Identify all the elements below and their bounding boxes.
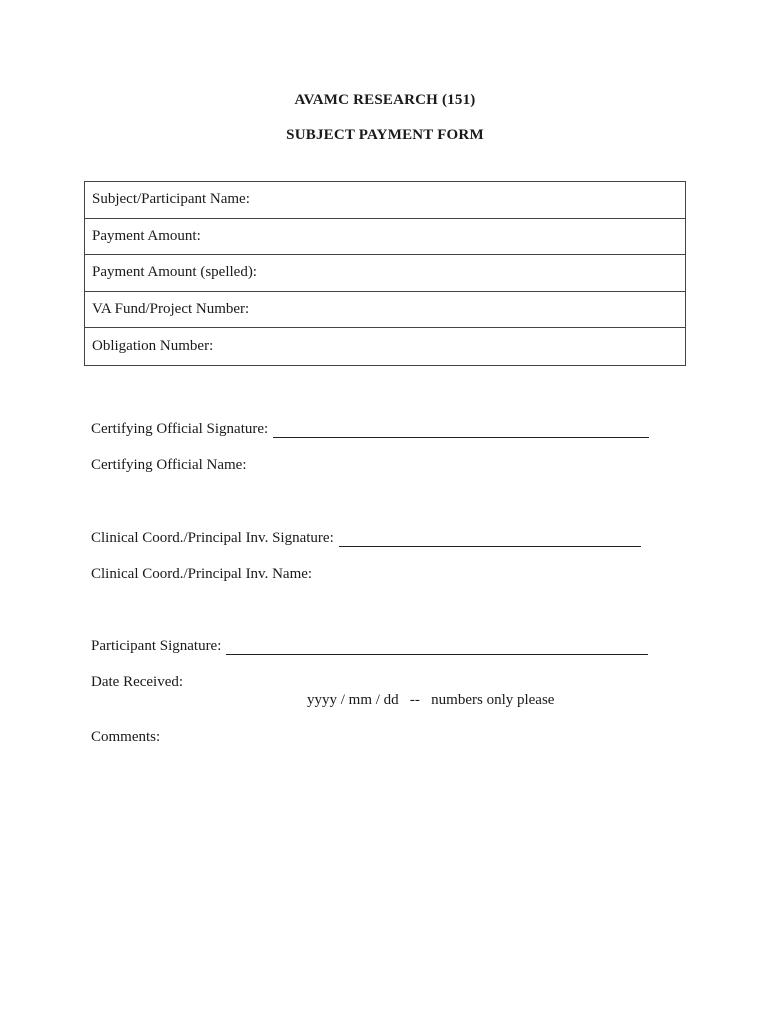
clinical-coord-signature-label: Clinical Coord./Principal Inv. Signature: (91, 530, 334, 546)
certifying-official-signature-label: Certifying Official Signature: (91, 421, 269, 437)
subject-name-field[interactable] (85, 182, 685, 219)
fund-project-number-field[interactable] (85, 292, 685, 329)
date-received-label: Date Received: (91, 674, 184, 690)
form-title: AVAMC RESEARCH (151) (294, 92, 476, 108)
date-format-hint: yyyy / mm / dd -- numbers only please (307, 692, 555, 708)
clinical-coord-signature-line[interactable] (339, 532, 641, 547)
certifying-official-signature-row (91, 421, 649, 438)
subject-name-label: Subject/Participant Name: (92, 191, 250, 208)
participant-signature-label: Participant Signature: (91, 638, 222, 654)
subject-info-table (84, 181, 686, 366)
payment-amount-field[interactable] (85, 219, 685, 256)
payment-amount-label: Payment Amount: (92, 227, 201, 244)
clinical-coord-name-label: Clinical Coord./Principal Inv. Name: (91, 566, 313, 582)
fund-project-number-label: VA Fund/Project Number: (92, 301, 250, 318)
participant-signature-line[interactable] (226, 640, 648, 655)
payment-amount-spelled-field[interactable] (85, 255, 685, 292)
obligation-number-label: Obligation Number: (92, 338, 214, 355)
clinical-coord-signature-row (91, 530, 641, 547)
obligation-number-field[interactable] (85, 328, 685, 365)
certifying-official-signature-line[interactable] (273, 423, 649, 438)
comments-label: Comments: (91, 729, 161, 745)
form-subtitle: SUBJECT PAYMENT FORM (286, 127, 484, 143)
participant-signature-row (91, 638, 648, 655)
payment-amount-spelled-label: Payment Amount (spelled): (92, 264, 257, 281)
certifying-official-name-label: Certifying Official Name: (91, 457, 247, 473)
